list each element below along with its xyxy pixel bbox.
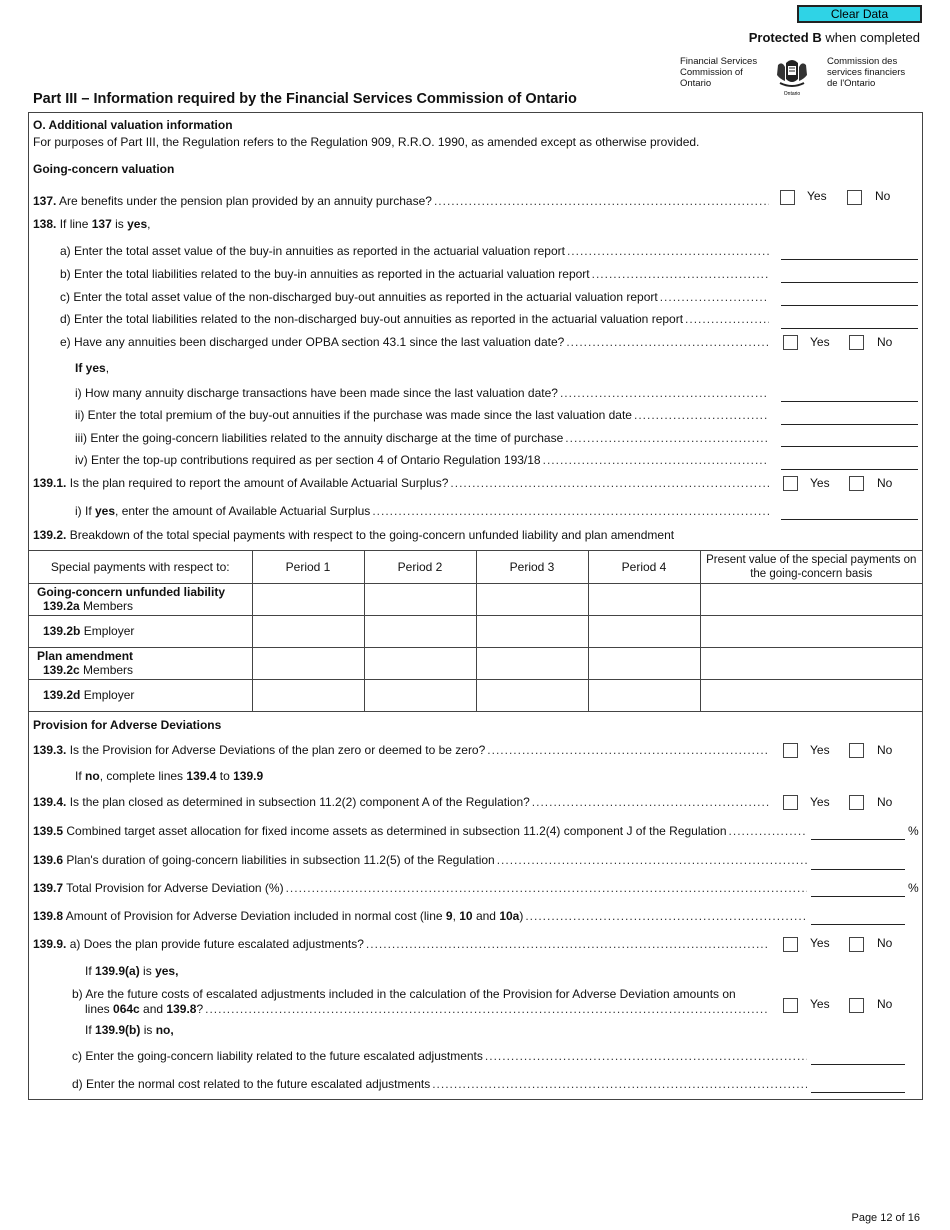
q138-yes: yes: [127, 217, 148, 231]
q1398-input[interactable]: [811, 924, 905, 925]
question-138: [33, 217, 150, 231]
question-138c: c) Enter the total asset value of the non-discharged buy-out annuities as reported in the actuarial valuation report .....: [60, 290, 769, 304]
cell-139-2d-period-1[interactable]: [252, 679, 364, 711]
q1399a-no-checkbox[interactable]: [849, 937, 864, 952]
q1396-input[interactable]: [811, 869, 905, 870]
q1392-text: Breakdown of the total special payments with respect to the going-concern unfunded liability and plan amendment: [69, 528, 675, 542]
if-a-text: is: [139, 964, 156, 978]
q1393-no-label: No: [877, 743, 893, 757]
q1399-number: 139.9.: [33, 937, 67, 951]
going-concern-title: Going-concern valuation: [33, 162, 175, 176]
if-yes-comma: ,: [105, 361, 110, 375]
q1393-yes-label: Yes: [810, 743, 830, 757]
cell-139-2c-period-1[interactable]: [252, 647, 364, 679]
if-b-text: If: [85, 1023, 96, 1037]
section-o-title: O. Additional valuation information: [33, 118, 233, 132]
if-139-9a-yes: [85, 964, 178, 978]
q1391-text: Is the plan required to report the amount of Available Actuarial Surplus?: [69, 476, 449, 490]
q138e-iv-input[interactable]: [781, 469, 918, 470]
row-label: Members: [83, 663, 134, 677]
org-fr-line: de l'Ontario: [827, 78, 876, 89]
q1394-no-label: No: [877, 795, 893, 809]
q1393-text: Is the Provision for Adverse Deviations of the plan zero or deemed to be zero?: [69, 743, 486, 757]
row-label: Employer: [83, 624, 135, 638]
clear-data-button[interactable]: Clear Data: [797, 5, 922, 23]
q1398-text: ,: [452, 909, 460, 923]
q1399b-text: lines: [85, 1002, 114, 1016]
col-header-present-value: Present value of the special payments on the going-concern basis: [700, 551, 922, 583]
q1394-yes-label: Yes: [810, 795, 830, 809]
row-code: 139.2a: [43, 599, 80, 613]
q1398-line-ref: 10: [459, 909, 473, 923]
q138e-no-label: No: [877, 335, 893, 349]
org-en-line: Commission of: [680, 67, 743, 78]
row-label-139-2a: [29, 583, 252, 615]
q137-yes-checkbox[interactable]: [780, 190, 795, 205]
cell-139-2b-present-value[interactable]: [700, 615, 922, 647]
logo-caption: Ontario: [783, 91, 801, 97]
q1398-text: and: [472, 909, 500, 923]
q1391-no-label: No: [877, 476, 893, 490]
org-fr-line: services financiers: [827, 67, 906, 78]
q1393-no-checkbox[interactable]: [849, 743, 864, 758]
question-139-9a: [33, 937, 769, 951]
cell-139-2a-period-3[interactable]: [476, 583, 588, 615]
question-139-8: [33, 909, 807, 923]
col-header-period-3: Period 3: [476, 551, 588, 583]
col-header-period-1: Period 1: [252, 551, 364, 583]
col-header: Special payments with respect to:: [29, 551, 252, 583]
if-yes-label: [75, 361, 109, 375]
q1394-no-checkbox[interactable]: [849, 795, 864, 810]
q1391-number: 139.1.: [33, 476, 67, 490]
if-b-ref: 139.9(b): [95, 1023, 141, 1037]
cell-139-2d-present-value[interactable]: [700, 679, 922, 711]
org-fr-line: Commission des: [827, 56, 898, 67]
q1399a-no-label: No: [877, 936, 893, 950]
q138b-input[interactable]: [781, 282, 918, 283]
col-header-period-4: Period 4: [588, 551, 700, 583]
row-group: Going-concern unfunded liability: [37, 585, 225, 599]
q137-no-checkbox[interactable]: [847, 190, 862, 205]
cell-139-2c-present-value[interactable]: [700, 647, 922, 679]
cell-139-2a-present-value[interactable]: [700, 583, 922, 615]
question-138e-ii: ii) Enter the total premium of the buy-out annuities if the purchase was made since the last valuation date .....: [75, 408, 769, 422]
protected-suffix: when completed: [821, 30, 920, 45]
q138e-no-checkbox[interactable]: [849, 335, 864, 350]
q1399b-line-ref: 064c: [113, 1002, 140, 1016]
if-yes-text: If yes: [75, 361, 106, 375]
q1398-line-ref: 10a: [499, 909, 520, 923]
q1397-text: Total Provision for Adverse Deviation (%): [66, 881, 284, 895]
cell-139-2b-period-1[interactable]: [252, 615, 364, 647]
q138e-ii-input[interactable]: [781, 424, 918, 425]
cell-139-2d-period-3[interactable]: [476, 679, 588, 711]
q1399c-input[interactable]: [811, 1064, 905, 1065]
cell-139-2b-period-2[interactable]: [364, 615, 476, 647]
cell-139-2a-period-4[interactable]: [588, 583, 700, 615]
cell-139-2a-period-2[interactable]: [364, 583, 476, 615]
q1399b-text: ?: [196, 1002, 204, 1016]
question-139-9d: d) Enter the normal cost related to the future escalated adjustments .....: [72, 1077, 807, 1091]
q1391-yes-label: Yes: [810, 476, 830, 490]
q137-text: Are benefits under the pension plan provided by an annuity purchase?: [59, 194, 432, 208]
org-name-english: [680, 56, 770, 89]
question-138b: b) Enter the total liabilities related to the buy-in annuities as reported in the actuarial valuation report .....: [60, 267, 769, 281]
org-en-line: Ontario: [680, 78, 712, 89]
q1391i-text: , enter the amount of Available Actuarial Surplus: [115, 504, 371, 518]
question-139-1: [33, 476, 769, 490]
q1393-yes-checkbox[interactable]: [783, 743, 798, 758]
question-138e-iii: iii) Enter the going-concern liabilities related to the annuity discharge at the time of purchase .....: [75, 431, 769, 445]
if-a-text: If: [85, 964, 96, 978]
row-label-139-2d: [29, 679, 252, 711]
q138-text: is: [111, 217, 128, 231]
row-code: 139.2c: [43, 663, 80, 677]
cell-139-2c-period-3[interactable]: [476, 647, 588, 679]
section-o-frame: [28, 112, 923, 1100]
q1398-number: 139.8: [33, 909, 64, 923]
if-a-yes: yes,: [155, 964, 179, 978]
if-no-text: , complete lines: [99, 769, 187, 783]
if-no-line-ref: 139.4: [186, 769, 217, 783]
q1398-text: ): [519, 909, 524, 923]
q137-no-label: No: [875, 189, 891, 203]
row-label-139-2c: [29, 647, 252, 679]
org-en-line: Financial Services: [680, 56, 758, 67]
ontario-coat-of-arms-icon: [772, 55, 812, 97]
if-b-text: is: [140, 1023, 156, 1037]
q1399b-text: and: [139, 1002, 167, 1016]
part-title: Part III – Information required by the Financial Services Commission of Ontario: [33, 91, 577, 107]
question-139-7: [33, 881, 807, 895]
pfad-title: Provision for Adverse Deviations: [33, 718, 222, 732]
row-code: 139.2b: [43, 624, 81, 638]
question-137: [33, 194, 769, 208]
q138c-input[interactable]: [781, 305, 918, 306]
cell-139-2b-period-4[interactable]: [588, 615, 700, 647]
page-number: Page 12 of 16: [851, 1212, 920, 1224]
q138e-iii-input[interactable]: [781, 446, 918, 447]
row-label-139-2b: [29, 615, 252, 647]
q138a-input[interactable]: [781, 259, 918, 260]
org-name-french: [827, 56, 927, 89]
q1397-percent: %: [908, 881, 919, 895]
table-row: [29, 583, 922, 615]
q138-text: ,: [147, 217, 151, 231]
q1399a-text: a) Does the plan provide future escalated adjustments?: [69, 937, 364, 951]
special-payments-table: [29, 551, 922, 712]
table-row: [29, 679, 922, 711]
q137-yes-label: Yes: [807, 189, 827, 203]
q138d-input[interactable]: [781, 328, 918, 329]
if-a-ref: 139.9(a): [95, 964, 140, 978]
q1395-number: 139.5: [33, 824, 64, 838]
question-139-3: [33, 743, 769, 757]
question-138e: e) Have any annuities been discharged under OPBA section 43.1 since the last valuation date? .....: [60, 335, 769, 349]
q1397-number: 139.7: [33, 881, 64, 895]
q138e-yes-checkbox[interactable]: [783, 335, 798, 350]
q1399a-yes-checkbox[interactable]: [783, 937, 798, 952]
q1391i-yes: yes: [95, 504, 116, 518]
q1398-text: Amount of Provision for Adverse Deviation included in normal cost (line: [65, 909, 446, 923]
row-label: Employer: [83, 688, 135, 702]
q1396-number: 139.6: [33, 853, 64, 867]
q1395-input[interactable]: [811, 839, 905, 840]
q1394-text: Is the plan closed as determined in subsection 11.2(2) component A of the Regulation?: [69, 795, 530, 809]
protected-label: Protected B: [748, 30, 822, 45]
question-138d: d) Enter the total liabilities related to the non-discharged buy-out annuities as reported in the actuarial valuation report .....: [60, 312, 769, 326]
question-138e-i: i) How many annuity discharge transactions have been made since the last valuation date? .....: [75, 386, 769, 400]
q1391i-text: i) If: [75, 504, 95, 518]
question-139-9b-line-2: [85, 1002, 769, 1016]
q1394-number: 139.4.: [33, 795, 67, 809]
if-no-line-ref: 139.9: [233, 769, 264, 783]
cell-139-2c-period-2[interactable]: [364, 647, 476, 679]
q1391-no-checkbox[interactable]: [849, 476, 864, 491]
protected-notice: [749, 30, 920, 45]
q138-ref: 137: [91, 217, 112, 231]
cell-139-2d-period-4[interactable]: [588, 679, 700, 711]
q1399b-yes-label: Yes: [810, 997, 830, 1011]
if-b-no: no,: [155, 1023, 174, 1037]
q1399a-yes-label: Yes: [810, 936, 830, 950]
cell-139-2b-period-3[interactable]: [476, 615, 588, 647]
q1392-number: 139.2.: [33, 528, 67, 542]
if-no-text: to: [216, 769, 234, 783]
q1399b-no-label: No: [877, 997, 893, 1011]
question-139-5: [33, 824, 807, 838]
q138e-yes-label: Yes: [810, 335, 830, 349]
q138e-i-input[interactable]: [781, 401, 918, 402]
question-139-2: [33, 528, 674, 542]
q1393-number: 139.3.: [33, 743, 67, 757]
if-139-9b-no: [85, 1023, 174, 1037]
question-139-4: [33, 795, 769, 809]
q1391-yes-checkbox[interactable]: [783, 476, 798, 491]
q138-text: If line: [59, 217, 92, 231]
q1397-input[interactable]: [811, 896, 905, 897]
q1398-line-ref: 9: [445, 909, 453, 923]
row-label: Members: [83, 599, 134, 613]
q1391-i-input[interactable]: [781, 519, 918, 520]
q1399b-yes-checkbox[interactable]: [783, 998, 798, 1013]
row-code: 139.2d: [43, 688, 81, 702]
question-138e-iv: iv) Enter the top-up contributions required as per section 4 of Ontario Regulation 193/18 .....: [75, 453, 769, 467]
cell-139-2c-period-4[interactable]: [588, 647, 700, 679]
q1395-percent: %: [908, 824, 919, 838]
question-139-9b-line-1: b) Are the future costs of escalated adjustments included in the calculation of the Provision for Adverse Deviation amounts on: [72, 987, 736, 1001]
question-139-1-i: [75, 504, 769, 518]
table-row: [29, 615, 922, 647]
if-no-bold: no: [85, 769, 100, 783]
cell-139-2a-period-1[interactable]: [252, 583, 364, 615]
question-139-6: [33, 853, 807, 867]
question-138a: a) Enter the total asset value of the buy-in annuities as reported in the actuarial valuation report .....: [60, 244, 769, 258]
q1394-yes-checkbox[interactable]: [783, 795, 798, 810]
q1395-text: Combined target asset allocation for fixed income assets as determined in subsection 11.2(4) component J of the Regulation: [66, 824, 727, 838]
row-group: Plan amendment: [37, 649, 134, 663]
table-row: [29, 647, 922, 679]
q1399b-no-checkbox[interactable]: [849, 998, 864, 1013]
q138-number: 138.: [33, 217, 57, 231]
q1399b-line-ref: 139.8: [166, 1002, 197, 1016]
question-139-9c: c) Enter the going-concern liability related to the future escalated adjustments .....: [72, 1049, 807, 1063]
q137-number: 137.: [33, 194, 57, 208]
table-header-row: [29, 551, 922, 583]
if-no-text: If: [75, 769, 86, 783]
cell-139-2d-period-2[interactable]: [364, 679, 476, 711]
q1399d-input[interactable]: [811, 1092, 905, 1093]
if-no-instruction: [75, 769, 263, 783]
q1396-text: Plan's duration of going-concern liabilities in subsection 11.2(5) of the Regulation: [66, 853, 495, 867]
col-header-period-2: Period 2: [364, 551, 476, 583]
section-o-intro: For purposes of Part III, the Regulation refers to the Regulation 909, R.R.O. 1990, as amended except as otherwise provided.: [33, 135, 700, 149]
